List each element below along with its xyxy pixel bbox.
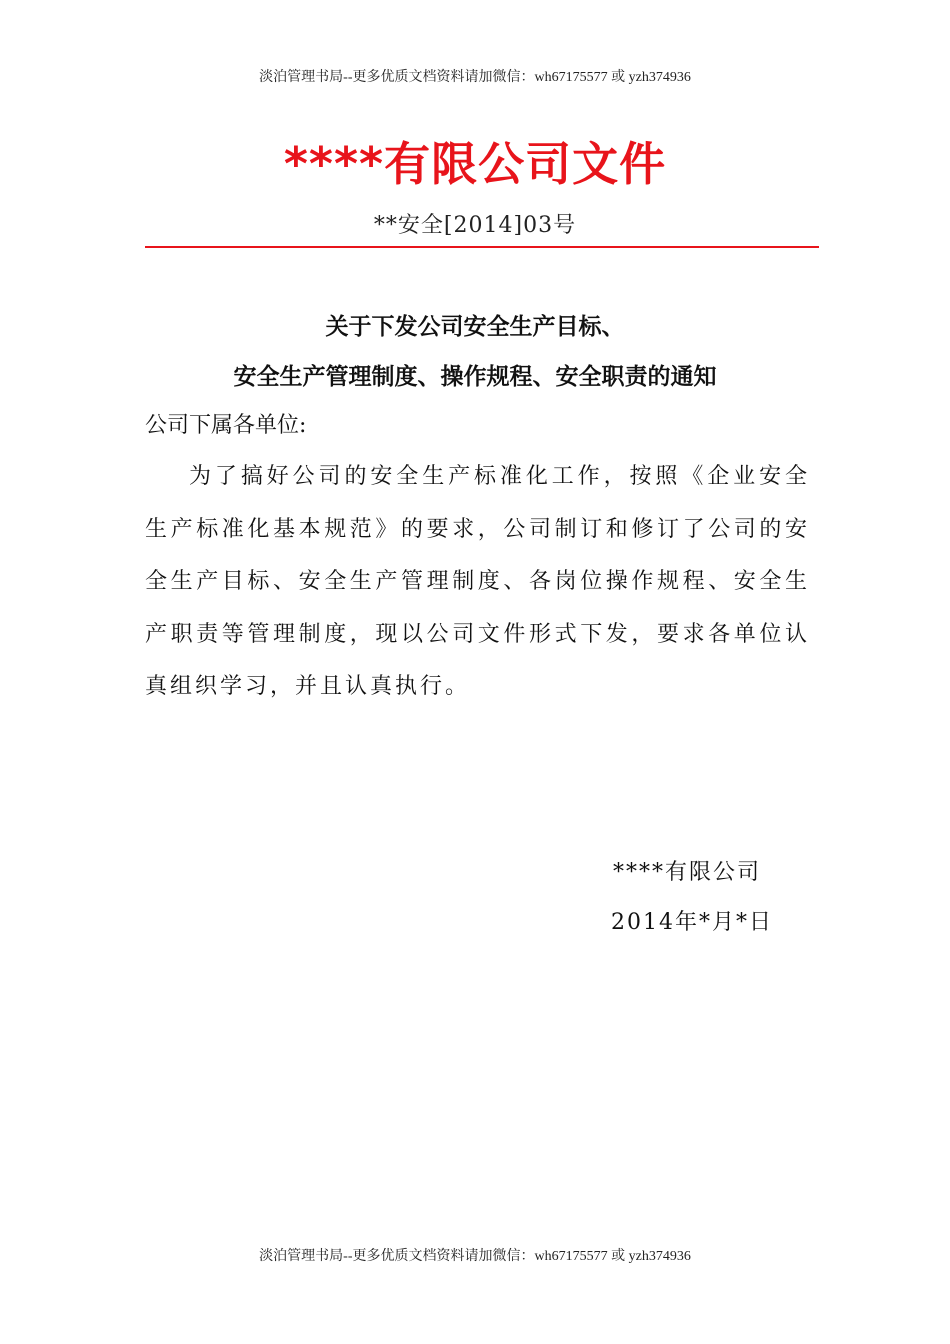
body-paragraph: 为了搞好公司的安全生产标准化工作，按照《企业安全生产标准化基本规范》的要求，公司制订和修订了公司的安全生产目标、安全生产管理制度、各岗位操作规程、安全生产职责等管理制度，现以公司文件形式下发，要求各单位认真组织学习，并且认真执行。 [145,464,810,699]
header-watermark-note: 淡泊管理书局--更多优质文档资料请加微信：wh67175577 或 yzh374936 [259,70,691,85]
document-number: **安全[2014]03号 [373,213,577,238]
subject-line-1: 关于下发公司安全生产目标、 [325,314,625,340]
signature-date: 2014年*月*日 [611,910,773,935]
subject-line-2: 安全生产管理制度、操作规程、安全职责的通知 [233,364,717,390]
document-title: ****有限公司文件 [283,137,667,191]
footer-watermark-note: 淡泊管理书局--更多优质文档资料请加微信：wh67175577 或 yzh374936 [259,1249,691,1264]
salutation: 公司下属各单位: [145,413,307,438]
red-divider-line [145,246,819,248]
signature-company: ****有限公司 [613,860,762,885]
